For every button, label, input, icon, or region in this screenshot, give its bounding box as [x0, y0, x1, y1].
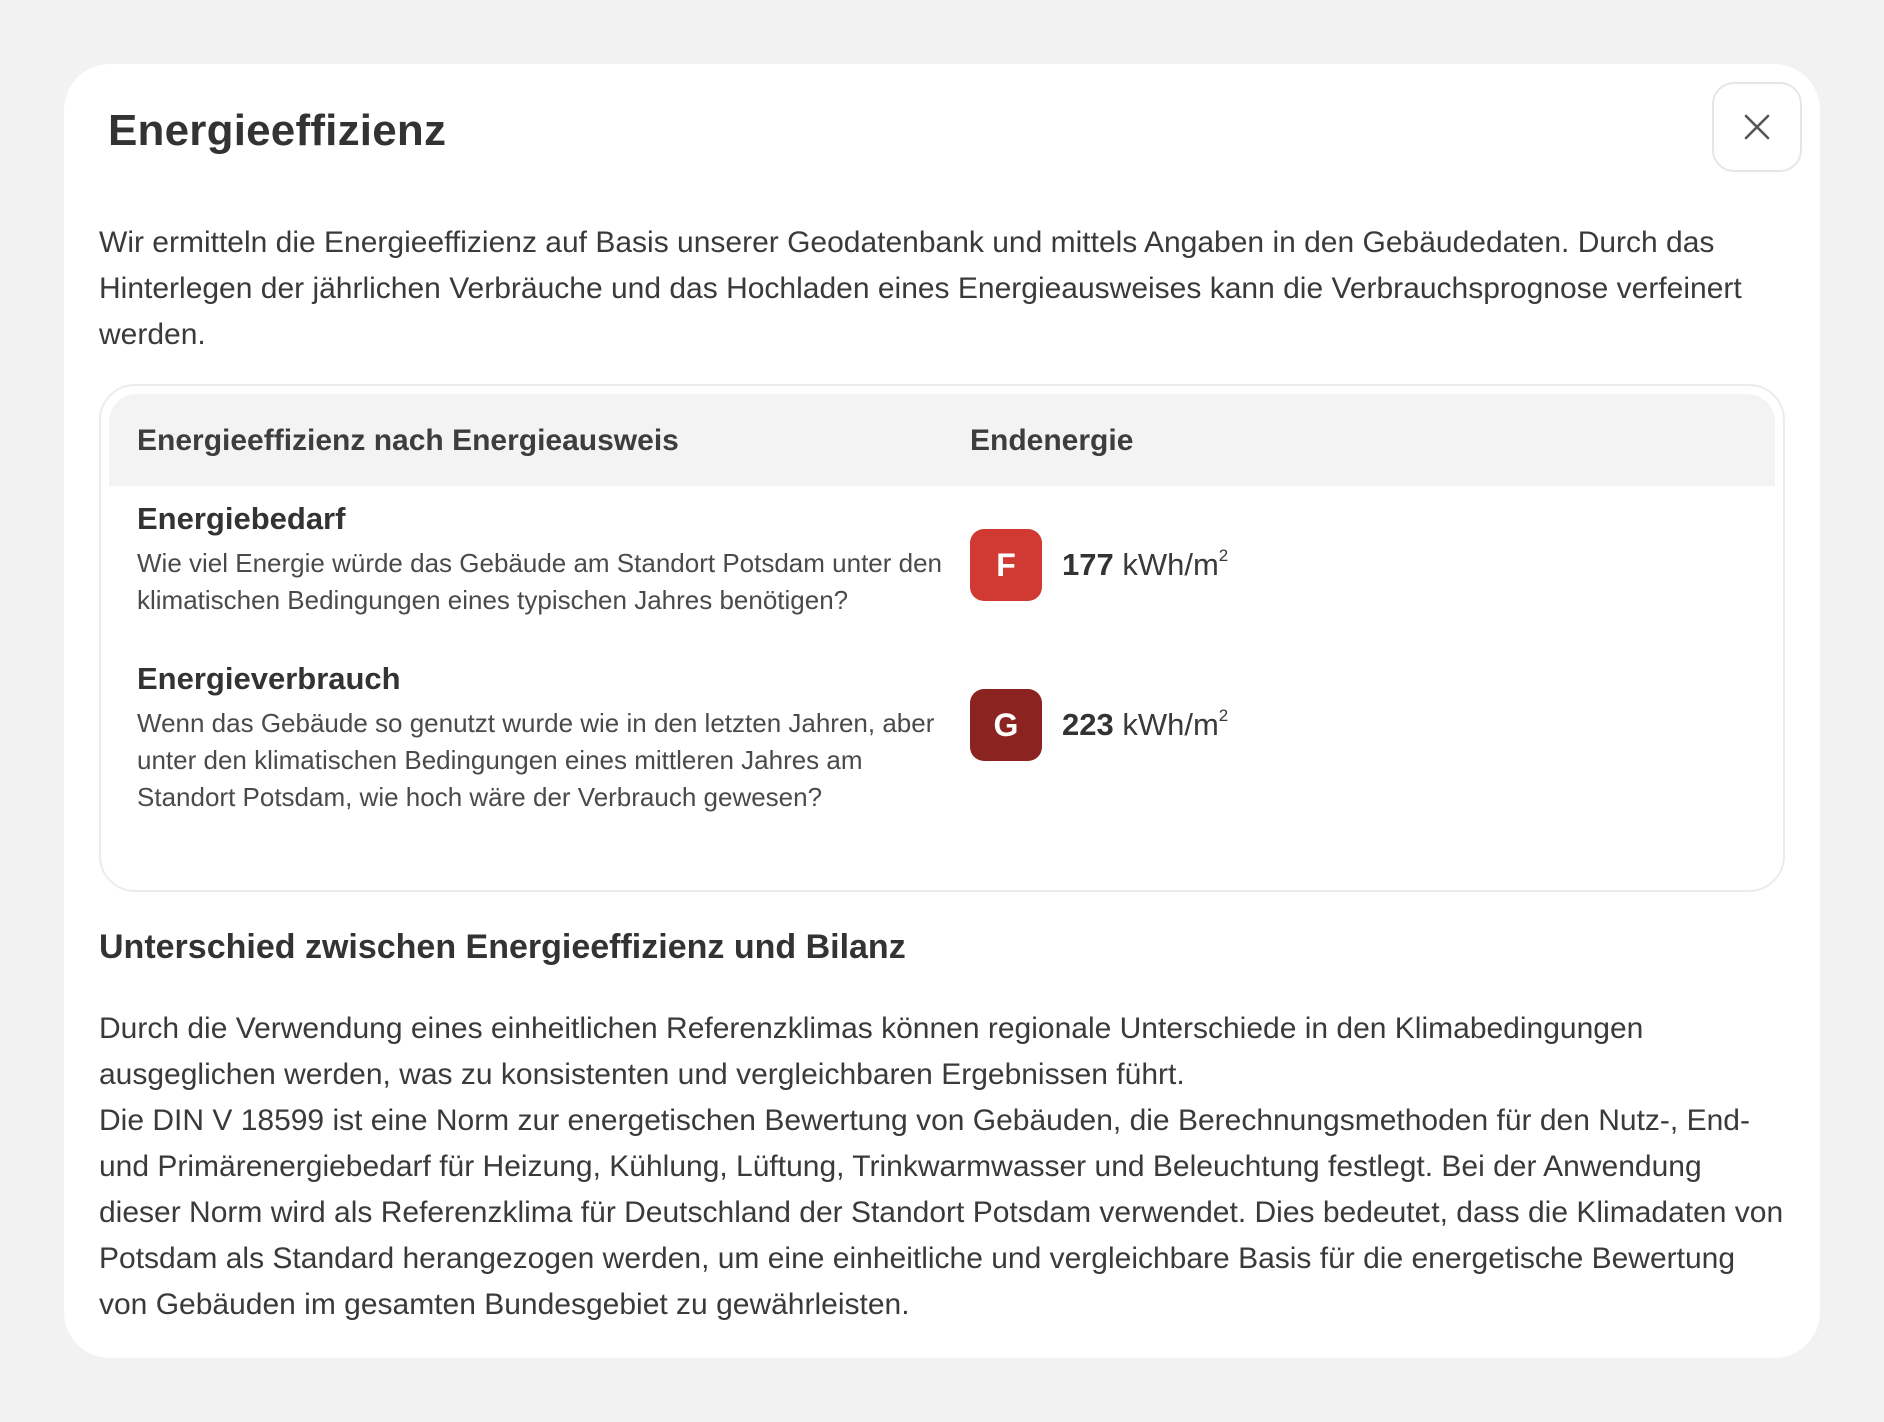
section-paragraph: Durch die Verwendung eines einheitlichen Referenzklimas können regionale Unterschiede in den Klimabedingungen ausgeglichen werden, was zu konsistenten und vergleichbaren Ergebnissen führt. — [99, 1012, 1644, 1091]
energy-value — [1062, 706, 1228, 743]
intro-text: Wir ermitteln die Energieeffizienz auf Basis unserer Geodatenbank und mittels Angaben in den Gebäudedaten. Durch das Hinterlegen der jährlichen Verbräuche und das Hochladen eines Energieausweises kann die Verbrauchsprognose verfeinert werden. — [99, 226, 1742, 351]
row-title: Energieverbrauch — [137, 661, 401, 696]
close-button[interactable] — [1712, 82, 1802, 172]
section-title: Unterschied zwischen Energieeffizienz und Bilanz — [99, 928, 906, 966]
energy-value-number: 223 — [1062, 707, 1114, 742]
efficiency-class-badge: G — [970, 689, 1042, 761]
efficiency-class-badge: F — [970, 529, 1042, 601]
table-header — [109, 394, 1775, 486]
energy-value-number: 177 — [1062, 547, 1114, 582]
energy-efficiency-table — [99, 384, 1785, 892]
row-title: Energiebedarf — [137, 501, 346, 536]
section-body — [99, 1006, 1789, 1328]
section-paragraph: Die DIN V 18599 ist eine Norm zur energetischen Bewertung von Gebäuden, die Berechnungsmethoden für den Nutz-, End- und Primärenergiebedarf für Heizung, Kühlung, Lüftung, Trinkwarmwasser und Beleuchtung festlegt. Bei der Anwendung dieser Norm wird als Referenzklima für Deutschland der Standort Potsdam verwendet. Dies bedeutet, dass die Klimadaten von Potsdam als Standard herangezogen werden, um eine einheitliche und vergleichbare Basis für die energetische Bewertung von Gebäuden im gesamten Bundesgebiet zu gewährleisten. — [99, 1104, 1784, 1321]
energy-efficiency-modal — [64, 64, 1820, 1358]
close-icon — [1743, 113, 1771, 141]
energy-value-unit: kWh/$m^2$ — [1122, 546, 1229, 582]
column-header-certificate: Energieeffizienz nach Energieausweis — [137, 424, 679, 457]
energy-value — [1062, 546, 1228, 583]
column-header-final-energy: Endenergie — [970, 424, 1134, 457]
row-description: Wenn das Gebäude so genutzt wurde wie in den letzten Jahren, aber unter den klimatischen Bedingungen eines mittleren Jahres am Standort Potsdam, wie hoch wäre der Verbrauch gewesen? — [137, 708, 935, 812]
row-description: Wie viel Energie würde das Gebäude am Standort Potsdam unter den klimatischen Bedingungen eines typischen Jahres benötigen? — [137, 548, 943, 615]
energy-value-unit: kWh/$m^2$ — [1122, 706, 1229, 742]
modal-title: Energieeffizienz — [108, 106, 447, 155]
